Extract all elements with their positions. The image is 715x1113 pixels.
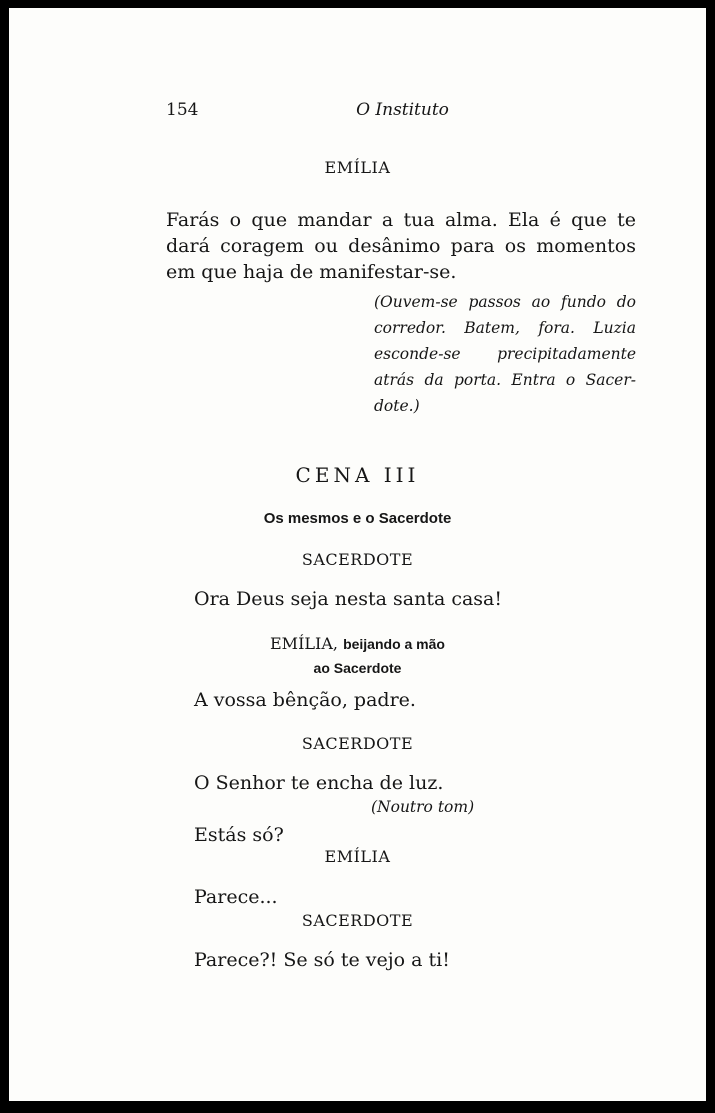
speaker-emilia-3: EMÍLIA	[324, 847, 391, 866]
speech-emilia-1: Farás o que mandar a tua alma. Ela é que te dará coragem ou desânimo para os momentos em que haja de manifestar-se.	[166, 209, 636, 283]
scene-title: CENA III	[295, 463, 420, 487]
stage-direction-2: (Noutro tom)	[371, 798, 475, 816]
line-sacerdote-2: O Senhor te encha de luz.	[194, 772, 444, 794]
speaker-emilia-1: EMÍLIA	[324, 158, 391, 177]
scene-subtitle: Os mesmos e o Sacerdote	[263, 510, 452, 527]
line-sacerdote-3: Parece?! Se só te vejo a ti!	[194, 949, 450, 971]
line-emilia-2: A vossa bênção, padre.	[194, 689, 416, 711]
page-number: 154	[166, 100, 199, 120]
speaker-sacerdote-2: SACERDOTE	[301, 734, 414, 753]
running-title-text: O Instituto	[356, 100, 449, 120]
speaker-emilia-2	[9, 632, 706, 680]
speaker-sacerdote-3: SACERDOTE	[301, 911, 414, 930]
book-page	[9, 8, 706, 1101]
stage-direction-1: (Ouvem-se passos ao fundo do corredor. Batem, fora. Luzia esconde-se precipitadamente atrás da porta. Entra o Sacer-dote.)	[374, 293, 636, 415]
running-title	[9, 100, 706, 120]
speaker-emilia-2-direction-b: ao Sacerdote	[313, 660, 402, 676]
line-emilia-3: Parece...	[194, 886, 278, 908]
speaker-sacerdote-1: SACERDOTE	[301, 550, 414, 569]
line-sacerdote-2b: Estás só?	[194, 824, 284, 846]
speaker-emilia-2-name: EMÍLIA,	[270, 634, 338, 653]
line-sacerdote-1: Ora Deus seja nesta santa casa!	[194, 588, 503, 610]
speaker-emilia-2-direction-a: beijando a mão	[343, 636, 445, 652]
